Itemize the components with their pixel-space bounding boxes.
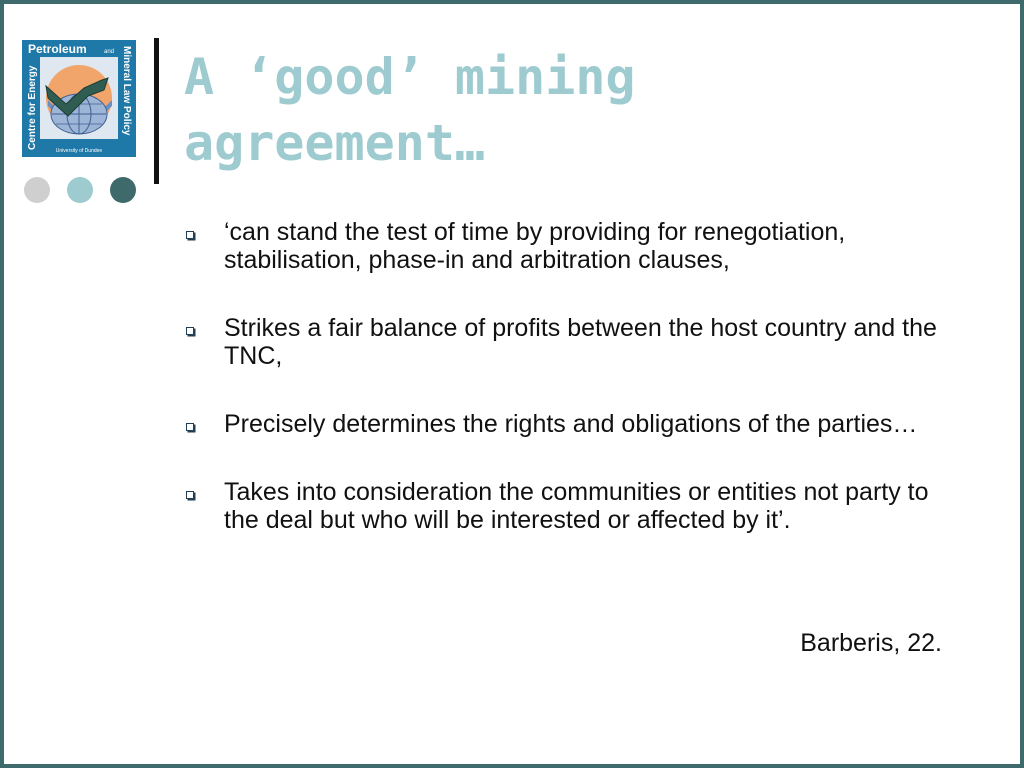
logo-text-petroleum: Petroleum <box>28 42 87 56</box>
bullet-list <box>186 218 956 574</box>
bullet-text: Takes into consideration the communities or entities not party to the deal but who will be interested or affected by it’. <box>224 478 929 534</box>
decorative-dots <box>24 177 140 205</box>
square-bullet-icon <box>186 423 194 431</box>
logo-text-left: Centre for Energy <box>27 65 38 150</box>
bullet-item <box>186 478 956 534</box>
square-bullet-icon <box>186 327 194 335</box>
slide-title-line-1: A ‘good’ mining <box>184 48 636 106</box>
bullet-item <box>186 410 956 438</box>
bullet-item <box>186 218 956 274</box>
slide-title-line-2: agreement… <box>184 114 486 172</box>
logo-text-right: Mineral Law Policy <box>121 46 132 136</box>
citation: Barberis, 22. <box>800 629 942 657</box>
bullet-item <box>186 314 956 370</box>
slide-title <box>184 44 984 176</box>
dark-teal-dot <box>110 177 136 203</box>
logo-text-and: and <box>104 49 115 55</box>
logo-text-bottom: University of Dundee <box>55 148 103 154</box>
bullet-text: Strikes a fair balance of profits between the host country and the TNC, <box>224 314 937 370</box>
title-divider <box>154 38 159 184</box>
bullet-text: Precisely determines the rights and obligations of the parties… <box>224 410 918 438</box>
square-bullet-icon <box>186 491 194 499</box>
bullet-text: ‘can stand the test of time by providing for renegotiation, stabilisation, phase-in and arbitration clauses, <box>224 218 846 274</box>
grey-dot <box>24 177 50 203</box>
square-bullet-icon <box>186 231 194 239</box>
light-teal-dot <box>67 177 93 203</box>
cepmlp-logo <box>22 40 136 157</box>
